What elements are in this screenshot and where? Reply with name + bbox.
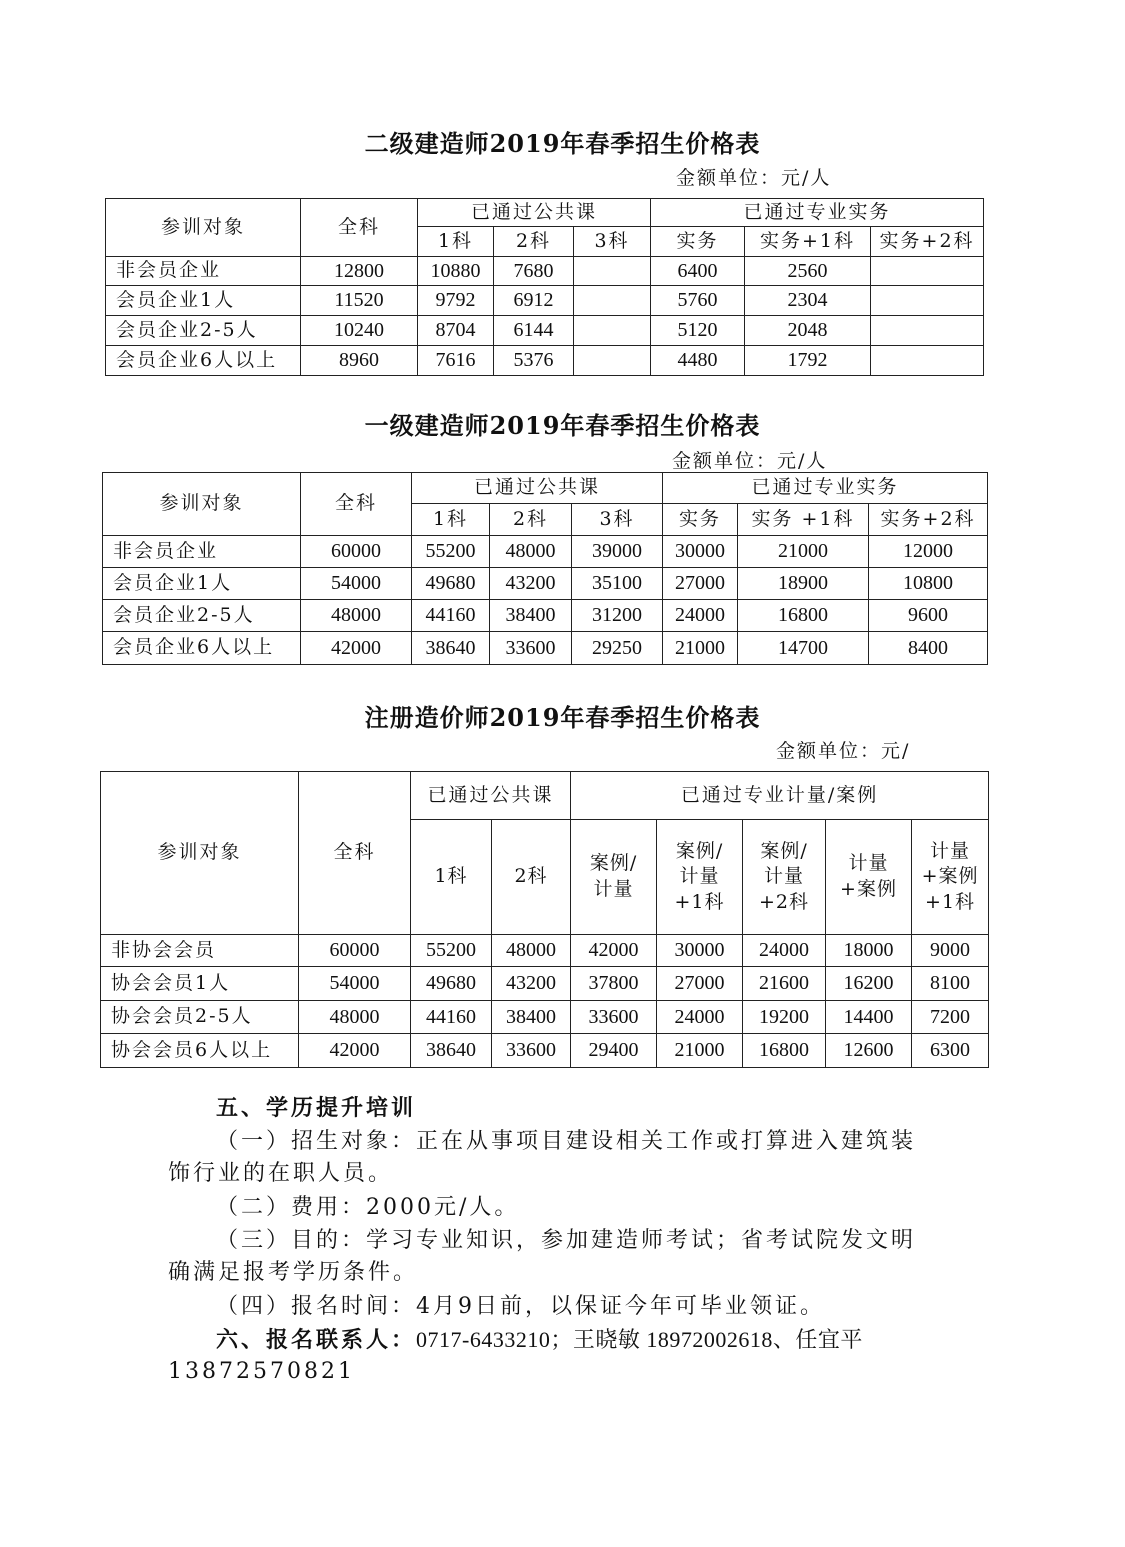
section5-item: （三）目的：学习专业知识，参加建造师考试；省考试院发文明 xyxy=(216,1228,917,1253)
cell: 48000 xyxy=(490,536,572,568)
table3-header-group2: 已通过专业计量/案例 xyxy=(571,772,989,820)
cell: 16800 xyxy=(738,600,869,632)
cell: 24000 xyxy=(743,935,826,967)
cell: 29250 xyxy=(572,632,663,665)
cell: 24000 xyxy=(657,1001,743,1034)
table1-header-group1: 已通过公共课 xyxy=(418,199,651,227)
table2-title: 一级建造师2019年春季招生价格表 xyxy=(364,411,761,440)
cell: 12600 xyxy=(826,1034,912,1068)
table2-subheader: 1科 xyxy=(412,504,490,536)
cell: 60000 xyxy=(299,935,411,967)
cell: 27000 xyxy=(663,568,738,600)
row-label: 会员企业2-5人 xyxy=(106,316,301,346)
cell: 24000 xyxy=(663,600,738,632)
table3-subheader: 2科 xyxy=(492,820,571,935)
cell: 60000 xyxy=(301,536,412,568)
section5-item: 确满足报考学历条件。 xyxy=(168,1260,419,1285)
cell: 38400 xyxy=(492,1001,571,1034)
cell: 38400 xyxy=(490,600,572,632)
cell: 6300 xyxy=(912,1034,989,1068)
cell: 11520 xyxy=(301,286,418,316)
table2-header-group2: 已通过专业实务 xyxy=(663,473,988,504)
row-label: 非会员企业 xyxy=(106,257,301,286)
cell: 8704 xyxy=(418,316,494,346)
table3-subheader: 案例/计量+2科 xyxy=(743,820,826,935)
cell xyxy=(574,257,651,286)
table-row xyxy=(101,1034,989,1068)
cell: 30000 xyxy=(663,536,738,568)
cell xyxy=(871,346,984,376)
cell: 19200 xyxy=(743,1001,826,1034)
table1-subheader: 2科 xyxy=(494,227,574,257)
row-label: 会员企业1人 xyxy=(106,286,301,316)
cell: 39000 xyxy=(572,536,663,568)
table2-header-target: 参训对象 xyxy=(103,473,301,536)
table1-title: 二级建造师2019年春季招生价格表 xyxy=(364,129,761,158)
cell xyxy=(574,286,651,316)
table2-subheader: 实务 xyxy=(663,504,738,536)
table-row xyxy=(103,568,988,600)
cell: 2560 xyxy=(745,257,871,286)
table-row xyxy=(101,935,989,967)
section6-contact xyxy=(216,1324,996,1357)
table2-price-table xyxy=(102,472,988,665)
cell: 1792 xyxy=(745,346,871,376)
section6-heading: 六、报名联系人： xyxy=(216,1327,417,1353)
row-label: 非协会会员 xyxy=(101,935,299,967)
cell: 9000 xyxy=(912,935,989,967)
cell: 7680 xyxy=(494,257,574,286)
cell: 27000 xyxy=(657,967,743,1001)
cell: 8100 xyxy=(912,967,989,1001)
table1-header-target: 参训对象 xyxy=(106,199,301,257)
section5-item: （二）费用：2000元/人。 xyxy=(216,1195,520,1220)
cell: 12800 xyxy=(301,257,418,286)
cell: 33600 xyxy=(571,1001,657,1034)
table3-subheader: 计量+案例+1科 xyxy=(912,820,989,935)
table2-subheader: 2科 xyxy=(490,504,572,536)
cell: 6400 xyxy=(651,257,745,286)
cell: 2304 xyxy=(745,286,871,316)
table2-subheader: 实务 +1科 xyxy=(738,504,869,536)
cell: 5120 xyxy=(651,316,745,346)
table2-unit: 金额单位：元/人 xyxy=(672,450,828,472)
cell: 29400 xyxy=(571,1034,657,1068)
cell: 18900 xyxy=(738,568,869,600)
section5-item: （一）招生对象：正在从事项目建设相关工作或打算进入建筑装 xyxy=(216,1129,917,1154)
cell: 55200 xyxy=(411,935,492,967)
cell: 2048 xyxy=(745,316,871,346)
table1-unit: 金额单位：元/人 xyxy=(676,167,832,189)
cell: 31200 xyxy=(572,600,663,632)
cell: 21600 xyxy=(743,967,826,1001)
row-label: 会员企业1人 xyxy=(103,568,301,600)
table-row xyxy=(106,316,984,346)
table1-subheader: 1科 xyxy=(418,227,494,257)
table1-header-group2: 已通过专业实务 xyxy=(651,199,984,227)
table3-subheader: 1科 xyxy=(411,820,492,935)
cell: 5376 xyxy=(494,346,574,376)
cell xyxy=(871,316,984,346)
cell: 44160 xyxy=(411,1001,492,1034)
table3-header-group1: 已通过公共课 xyxy=(411,772,571,820)
cell: 16800 xyxy=(743,1034,826,1068)
cell: 7200 xyxy=(912,1001,989,1034)
table-row xyxy=(103,600,988,632)
cell: 6912 xyxy=(494,286,574,316)
table1-subheader: 实务+2科 xyxy=(871,227,984,257)
cell: 48000 xyxy=(492,935,571,967)
row-label: 会员企业6人以上 xyxy=(106,346,301,376)
cell: 38640 xyxy=(411,1034,492,1068)
cell: 42000 xyxy=(571,935,657,967)
cell: 21000 xyxy=(738,536,869,568)
table1-subheader: 实务 xyxy=(651,227,745,257)
cell: 7616 xyxy=(418,346,494,376)
row-label: 非会员企业 xyxy=(103,536,301,568)
section6-contact-line: 13872570821 xyxy=(168,1359,355,1384)
cell xyxy=(871,286,984,316)
cell: 9792 xyxy=(418,286,494,316)
table1-price-table xyxy=(105,198,984,376)
cell: 10240 xyxy=(301,316,418,346)
table3-subheader: 计量+案例 xyxy=(826,820,912,935)
table2-subheader: 实务+2科 xyxy=(869,504,988,536)
cell: 14400 xyxy=(826,1001,912,1034)
cell: 14700 xyxy=(738,632,869,665)
table2-subheader: 3科 xyxy=(572,504,663,536)
cell: 8960 xyxy=(301,346,418,376)
cell: 48000 xyxy=(301,600,412,632)
cell: 43200 xyxy=(490,568,572,600)
cell: 4480 xyxy=(651,346,745,376)
row-label: 协会会员2-5人 xyxy=(101,1001,299,1034)
table3-header-target: 参训对象 xyxy=(101,772,299,935)
cell: 38640 xyxy=(412,632,490,665)
cell: 33600 xyxy=(490,632,572,665)
table3-title: 注册造价师2019年春季招生价格表 xyxy=(364,703,761,732)
cell: 8400 xyxy=(869,632,988,665)
cell xyxy=(574,346,651,376)
cell: 37800 xyxy=(571,967,657,1001)
cell: 42000 xyxy=(299,1034,411,1068)
cell: 54000 xyxy=(301,568,412,600)
table3-price-table xyxy=(100,771,989,1068)
table-row xyxy=(103,632,988,665)
cell: 49680 xyxy=(411,967,492,1001)
cell: 10880 xyxy=(418,257,494,286)
cell: 18000 xyxy=(826,935,912,967)
table-row xyxy=(101,1001,989,1034)
table-row xyxy=(106,257,984,286)
table-row xyxy=(101,967,989,1001)
table3-subheader: 案例/计量+1科 xyxy=(657,820,743,935)
cell: 10800 xyxy=(869,568,988,600)
cell: 54000 xyxy=(299,967,411,1001)
cell: 43200 xyxy=(492,967,571,1001)
cell: 21000 xyxy=(657,1034,743,1068)
section6-contact-line: 0717-6433210；王晓敏 18972002618、任宜平 xyxy=(416,1327,863,1352)
table3-unit: 金额单位：元/ xyxy=(776,740,911,762)
cell: 12000 xyxy=(869,536,988,568)
cell: 16200 xyxy=(826,967,912,1001)
row-label: 会员企业2-5人 xyxy=(103,600,301,632)
table-row xyxy=(106,286,984,316)
cell: 42000 xyxy=(301,632,412,665)
cell: 9600 xyxy=(869,600,988,632)
table-row xyxy=(103,536,988,568)
cell: 5760 xyxy=(651,286,745,316)
cell: 21000 xyxy=(663,632,738,665)
table2-header-group1: 已通过公共课 xyxy=(412,473,663,504)
cell: 48000 xyxy=(299,1001,411,1034)
table1-subheader: 实务+1科 xyxy=(745,227,871,257)
table3-subheader: 案例/计量 xyxy=(571,820,657,935)
cell: 55200 xyxy=(412,536,490,568)
cell: 6144 xyxy=(494,316,574,346)
table3-header-full: 全科 xyxy=(299,772,411,935)
section5-item: （四）报名时间：4月9日前，以保证今年可毕业领证。 xyxy=(216,1294,825,1319)
row-label: 协会会员1人 xyxy=(101,967,299,1001)
row-label: 会员企业6人以上 xyxy=(103,632,301,665)
table1-header-full: 全科 xyxy=(301,199,418,257)
table2-header-full: 全科 xyxy=(301,473,412,536)
section5-item: 饰行业的在职人员。 xyxy=(168,1161,394,1186)
cell: 35100 xyxy=(572,568,663,600)
table1-subheader: 3科 xyxy=(574,227,651,257)
cell: 44160 xyxy=(412,600,490,632)
cell: 33600 xyxy=(492,1034,571,1068)
cell: 30000 xyxy=(657,935,743,967)
table-row xyxy=(106,346,984,376)
cell: 49680 xyxy=(412,568,490,600)
cell xyxy=(871,257,984,286)
row-label: 协会会员6人以上 xyxy=(101,1034,299,1068)
cell xyxy=(574,316,651,346)
section5-heading: 五、学历提升培训 xyxy=(216,1095,417,1121)
